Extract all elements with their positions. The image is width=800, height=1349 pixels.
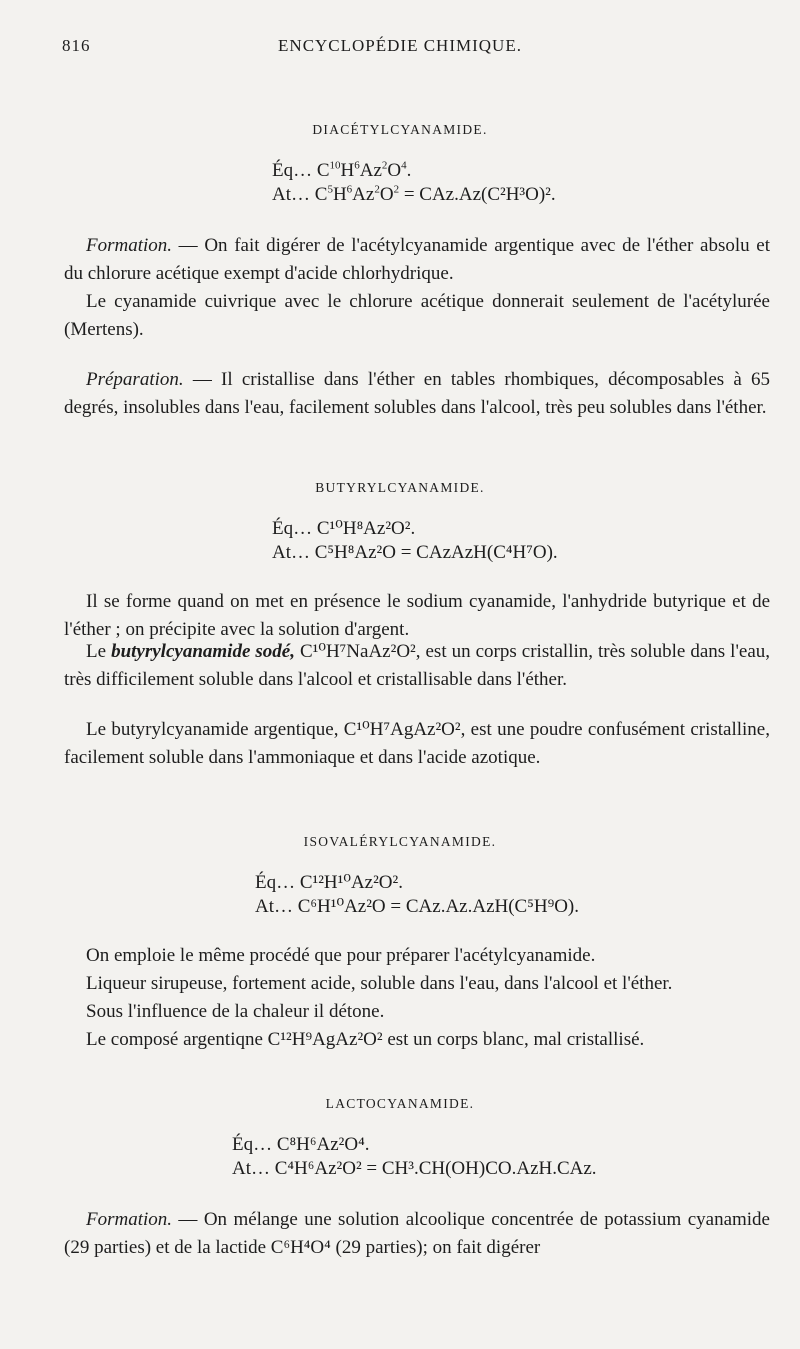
- paragraph-isovaleryl-4: Le composé argentiqne C¹²H⁹AgAz²O² est un corps blanc, mal cristallisé.: [86, 1029, 645, 1050]
- formula-eq-butyryl: Éq… C¹⁰H⁸Az²O².: [272, 518, 416, 539]
- formula-eq-prefix: Éq… C: [272, 160, 330, 181]
- paragraph-butyryl-argentique: Le butyrylcyanamide argentique, C¹⁰H⁷AgAz²O², est une poudre confusément cristalline, facilement soluble dans l'ammoniaque et dans l'acide azotique.: [64, 719, 770, 768]
- formation-text: — On fait digérer de l'acétylcyanamide argentique avec de l'éther absolu et du chlorure acétique exempt d'acide chlorhydrique.: [64, 235, 770, 284]
- text-le: Le: [86, 641, 112, 662]
- formula-at-butyryl: At… C⁵H⁸Az²O = CAzAzH(C⁴H⁷O).: [272, 542, 558, 563]
- section-title-diacetylcyanamide: DIACÉTYLCYANAMIDE.: [312, 122, 488, 137]
- formula-eq-isovaleryl: Éq… C¹²H¹⁰Az²O².: [255, 872, 403, 893]
- label-formation: Formation.: [86, 235, 173, 256]
- term-butyrylcyanamide-sode: butyrylcyanamide sodé,: [111, 641, 295, 662]
- section-title-isovalerylcyanamide: ISOVALÉRYLCYANAMIDE.: [303, 834, 497, 849]
- section-title-lactocyanamide: LACTOCYANAMIDE.: [325, 1096, 475, 1111]
- paragraph-cuivrique: Le cyanamide cuivrique avec le chlorure acétique donnerait seulement de l'acétylurée (Mertens).: [64, 291, 770, 340]
- paragraph-lacto-formation: [64, 1206, 770, 1262]
- formula-at-prefix: At… C: [272, 184, 328, 205]
- paragraph-butyryl-sode: [64, 638, 770, 694]
- paragraph-isovaleryl-1: On emploie le même procédé que pour préparer l'acétylcyanamide.: [86, 945, 596, 966]
- formula-eq-lacto: Éq… C⁸H⁶Az²O⁴.: [232, 1134, 370, 1155]
- label-formation-lacto: Formation.: [86, 1209, 173, 1230]
- preparation-text: — Il cristallise dans l'éther en tables rhombiques, décomposables à 65 degrés, insolubles dans l'eau, facilement solubles dans l'alcool, très peu solubles dans l'éther.: [64, 369, 770, 418]
- paragraph-butyryl-formation: Il se forme quand on met en présence le sodium cyanamide, l'anhydride butyrique et de l'éther ; on précipite avec la solution d'argent.: [64, 591, 770, 640]
- formula-at-lacto: At… C⁴H⁶Az²O² = CH³.CH(OH)CO.AzH.CAz.: [232, 1158, 597, 1179]
- page-number: 816: [62, 36, 91, 55]
- lacto-formation-text: — On mélange une solution alcoolique concentrée de potassium cyanamide (29 parties) et de la lactide C⁶H⁴O⁴ (29 parties); on fait digérer: [64, 1209, 770, 1258]
- paragraph-isovaleryl-2: Liqueur sirupeuse, fortement acide, soluble dans l'eau, dans l'alcool et l'éther.: [86, 973, 673, 994]
- section-title-butyrylcyanamide: BUTYRYLCYANAMIDE.: [315, 480, 485, 495]
- label-preparation: Préparation.: [86, 369, 184, 390]
- paragraph-formation: [64, 232, 770, 288]
- paragraph-preparation: [64, 366, 770, 422]
- formula-eq-diacetyl: Éq… $C^{10}H^6Az^2O^4$.: [272, 159, 412, 181]
- butyryl-sode-rest: C¹⁰H⁷NaAz²O², est un corps cristallin, très soluble dans l'eau, très difficilement soluble dans l'alcool et cristallisable dans l'éther.: [64, 641, 771, 690]
- running-title: ENCYCLOPÉDIE CHIMIQUE.: [278, 36, 522, 55]
- paragraph-isovaleryl-3: Sous l'influence de la chaleur il détone.: [86, 1001, 385, 1022]
- formula-at-isovaleryl: At… C⁶H¹⁰Az²O = CAz.Az.AzH(C⁵H⁹O).: [255, 896, 579, 917]
- page-header: [62, 36, 738, 62]
- formula-at-diacetyl: At… $C^5H^6Az^2O^2 = CAz.Az(C^2H^3O)^2$.: [272, 183, 556, 205]
- formula-at-rest: = CAz.Az(C²H³O)².: [399, 184, 556, 205]
